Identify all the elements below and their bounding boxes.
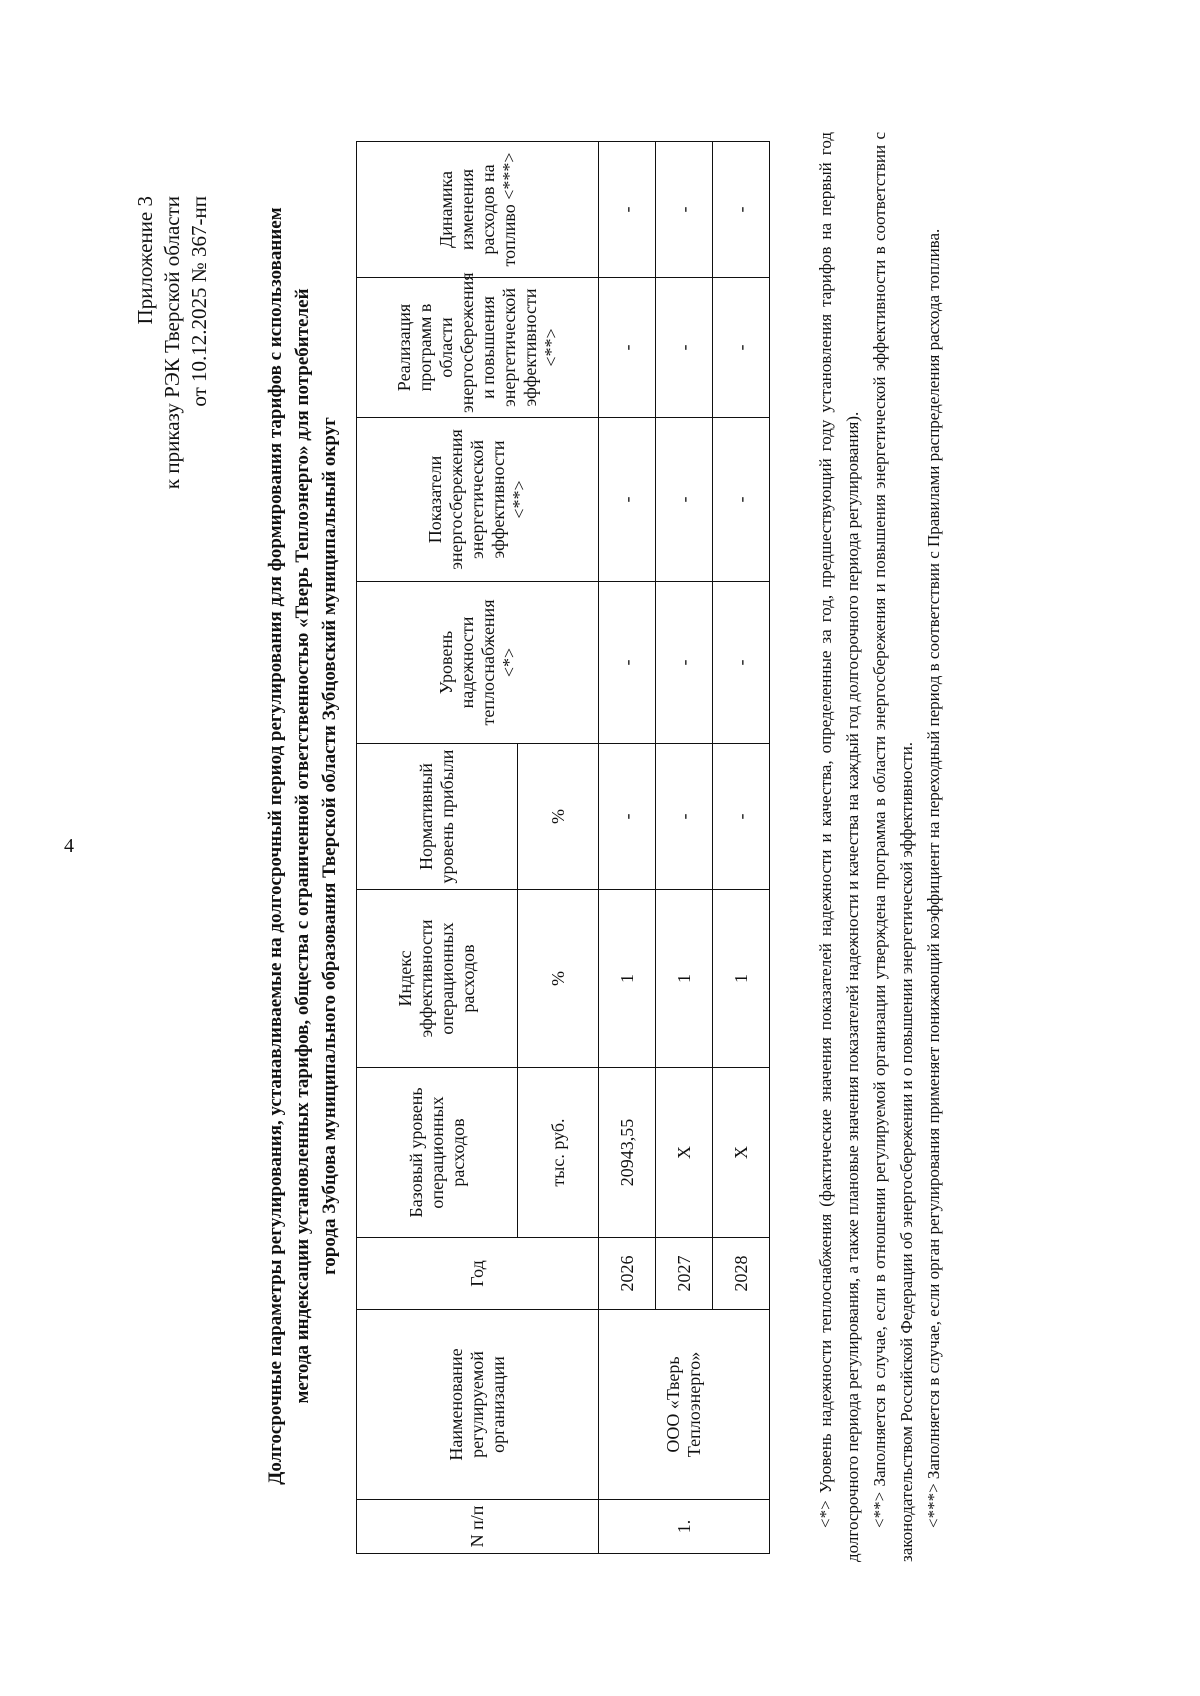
cell-profit: - <box>599 744 656 890</box>
cell-energy-indicators: - <box>713 418 770 582</box>
parameters-table <box>356 141 770 1554</box>
cell-programs: - <box>656 278 713 418</box>
header-reliability: Уровень надежности теплоснабжения <*> <box>357 582 599 744</box>
appendix-date: от 10.12.2025 № 367-нп <box>187 196 211 407</box>
title-line-3: города Зубцова муниципального образования Тверской области Зубцовский муниципальный округ <box>319 417 340 1275</box>
header-year: Год <box>357 1238 599 1310</box>
cell-programs: - <box>713 278 770 418</box>
cell-index: 1 <box>599 890 656 1068</box>
cell-base: 20943,55 <box>599 1068 656 1238</box>
cell-base: Х <box>656 1068 713 1238</box>
cell-base: Х <box>713 1068 770 1238</box>
cell-profit: - <box>713 744 770 890</box>
cell-fuel: - <box>599 142 656 278</box>
header-row <box>357 142 518 1554</box>
cell-index: 1 <box>656 890 713 1068</box>
footnote-energy-program: <**> Заполняется в случае, если в отношении регулируемой организации утверждена программа в области энергосбережения и повышения энергетической эффективности в соответствии с законодательством Российской Федерации об энергосбережении и о повышении энергетической эффективности. <box>870 132 916 1562</box>
header-programs: Реализация программ в области энергосбережения и повышения энергетической эффективности <**> <box>357 278 599 418</box>
cell-fuel: - <box>713 142 770 278</box>
cell-year: 2027 <box>656 1238 713 1310</box>
cell-reliability: - <box>713 582 770 744</box>
cell-year: 2028 <box>713 1238 770 1310</box>
document-title <box>262 116 343 1576</box>
header-energy-indicators: Показатели энергосбережения энергетической эффективности <**> <box>357 418 599 582</box>
cell-energy-indicators: - <box>656 418 713 582</box>
cell-fuel: - <box>656 142 713 278</box>
header-org: Наименование регулируемой организации <box>357 1310 599 1500</box>
title-line-1: Долгосрочные параметры регулирования, устанавливаемые на долгосрочный период регулирования для формирования тарифов с использованием <box>265 207 286 1485</box>
header-profit: Нормативный уровень прибыли <box>357 744 518 890</box>
cell-profit: - <box>656 744 713 890</box>
unit-base: тыс. руб. <box>518 1068 599 1238</box>
cell-reliability: - <box>599 582 656 744</box>
table-row <box>599 142 656 1554</box>
header-base-opex: Базовый уровень операционных расходов <box>357 1068 518 1238</box>
cell-year: 2026 <box>599 1238 656 1310</box>
footnotes <box>812 132 947 1562</box>
title-line-2: метода индексации установленных тарифов, общества с ограниченной ответственностью «Тверь Теплоэнерго» для потребителей <box>292 288 313 1404</box>
footnote-fuel: <***> Заполняется в случае, если орган регулирования применяет понижающий коэффициент на переходный период в соответствии с Правилами распределения расхода топлива. <box>924 228 943 1528</box>
cell-programs: - <box>599 278 656 418</box>
header-num: N п/п <box>357 1500 599 1554</box>
cell-reliability: - <box>656 582 713 744</box>
page-number: 4 <box>64 835 74 857</box>
org-number: 1. <box>599 1500 770 1554</box>
appendix-order: к приказу РЭК Тверской области <box>160 196 184 490</box>
appendix-block <box>132 196 213 489</box>
unit-index: % <box>518 890 599 1068</box>
org-name: ООО «Тверь Теплоэнерго» <box>599 1310 770 1500</box>
cell-index: 1 <box>713 890 770 1068</box>
header-fuel: Динамика изменения расходов на топливо <***> <box>357 142 599 278</box>
unit-profit: % <box>518 744 599 890</box>
appendix-title: Приложение 3 <box>133 196 157 325</box>
cell-energy-indicators: - <box>599 418 656 582</box>
footnote-reliability: <*> Уровень надежности теплоснабжения (фактические значения показателей надежности и качества, определенные за год, предшествующий году установления тарифов на первый год долгосрочного периода регулирования, а также плановые значения показателей надежности и качества на каждый год долгосрочного периода регулирования). <box>816 132 862 1562</box>
header-efficiency-index: Индекс эффективности операционных расходов <box>357 890 518 1068</box>
